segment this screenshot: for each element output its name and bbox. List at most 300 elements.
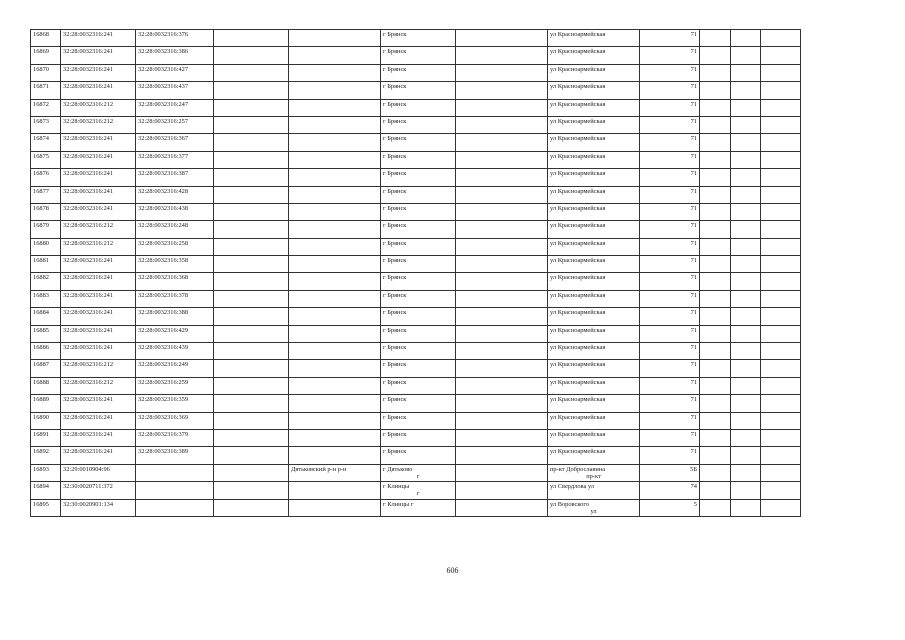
- cell-c9: [700, 256, 731, 273]
- cell-c4: [289, 99, 381, 116]
- cell-c3: [214, 343, 289, 360]
- cell-c11: [761, 273, 801, 290]
- cell-text: г Брянск: [383, 187, 407, 195]
- cell-c8: [640, 82, 700, 99]
- cell-c5: [381, 203, 456, 220]
- cell-text: г Брянск: [383, 204, 407, 212]
- cell-text: 32:30:0020901:134: [63, 500, 114, 508]
- cell-c10: [731, 273, 761, 290]
- cell-c8: [640, 116, 700, 133]
- table-row: [31, 203, 801, 220]
- cell-c7: [548, 238, 640, 255]
- cell-text: г Брянск: [383, 222, 407, 230]
- cell-c7: [548, 395, 640, 412]
- cell-text: 16880: [33, 239, 49, 247]
- cell-c5: [381, 238, 456, 255]
- cell-text: ул Красноармейская: [550, 239, 606, 247]
- cell-c9: [700, 30, 731, 47]
- cell-c9: [700, 308, 731, 325]
- cell-text: 32:28:0032316:428: [138, 187, 189, 195]
- cell-text: 16879: [33, 222, 49, 230]
- cell-c7: [548, 99, 640, 116]
- cell-c8: [640, 412, 700, 429]
- cell-text: 16869: [33, 48, 49, 56]
- cell-text: 32:28:0032316:212: [63, 222, 114, 230]
- cell-c8: [640, 221, 700, 238]
- cell-c10: [731, 134, 761, 151]
- table-row: [31, 429, 801, 446]
- cell-c5: [381, 47, 456, 64]
- table-row: [31, 116, 801, 133]
- cell-text: ул Красноармейская: [550, 448, 606, 456]
- cell-c8: [640, 482, 700, 499]
- cell-c4: [289, 238, 381, 255]
- cell-c6: [456, 169, 548, 186]
- cell-text-line2: г: [416, 472, 420, 480]
- cell-c11: [761, 395, 801, 412]
- cell-c7: [548, 134, 640, 151]
- cell-text: 71: [690, 396, 697, 404]
- cell-c11: [761, 360, 801, 377]
- cell-c7: [548, 482, 640, 499]
- cell-c2: [136, 308, 214, 325]
- table-row: [31, 186, 801, 203]
- cell-c5: [381, 290, 456, 307]
- table-row: [31, 134, 801, 151]
- cell-c6: [456, 64, 548, 81]
- cell-c7: [548, 412, 640, 429]
- cell-text: 71: [690, 135, 697, 143]
- cell-c5: [381, 221, 456, 238]
- cell-text: 16891: [33, 430, 49, 438]
- cell-c10: [731, 377, 761, 394]
- cell-text: г Брянск: [383, 396, 407, 404]
- cell-c6: [456, 82, 548, 99]
- cell-text: ул Красноармейская: [550, 83, 606, 91]
- cell-c1: [61, 447, 136, 464]
- table-row: [31, 169, 801, 186]
- cell-c11: [761, 203, 801, 220]
- cell-c3: [214, 221, 289, 238]
- table-row: [31, 30, 801, 47]
- cell-c11: [761, 169, 801, 186]
- cell-text: г Брянск: [383, 430, 407, 438]
- cell-c6: [456, 412, 548, 429]
- cell-c11: [761, 447, 801, 464]
- cell-n: [31, 221, 61, 238]
- cell-c7: [548, 360, 640, 377]
- cell-c3: [214, 256, 289, 273]
- cell-text: 32:28:0032316:429: [138, 326, 189, 334]
- cell-text: 32:28:0032316:212: [63, 100, 114, 108]
- cell-c5: [381, 429, 456, 446]
- cell-n: [31, 169, 61, 186]
- cell-text: 32:28:0032316:241: [63, 396, 114, 404]
- cell-text: 16889: [33, 396, 49, 404]
- cell-c10: [731, 290, 761, 307]
- cell-c8: [640, 238, 700, 255]
- cell-c9: [700, 395, 731, 412]
- cell-c2: [136, 256, 214, 273]
- cell-c1: [61, 482, 136, 499]
- cell-text: г Брянск: [383, 344, 407, 352]
- table-row: [31, 325, 801, 342]
- cell-text: г Брянск: [383, 448, 407, 456]
- cell-c3: [214, 82, 289, 99]
- cell-n: [31, 82, 61, 99]
- cell-text: 16870: [33, 65, 49, 73]
- cell-c10: [731, 116, 761, 133]
- cell-text: 16888: [33, 378, 49, 386]
- cell-text: 16893: [33, 465, 49, 473]
- cell-n: [31, 499, 61, 516]
- cell-c10: [731, 151, 761, 168]
- cell-c8: [640, 447, 700, 464]
- cell-c3: [214, 64, 289, 81]
- cell-c5: [381, 30, 456, 47]
- cell-text: 32:28:0032316:241: [63, 274, 114, 282]
- cell-c9: [700, 343, 731, 360]
- cell-n: [31, 325, 61, 342]
- cell-text: г Брянск: [383, 326, 407, 334]
- cell-c5: [381, 325, 456, 342]
- cell-text: ул Красноармейская: [550, 344, 606, 352]
- cell-n: [31, 395, 61, 412]
- cell-text: 32:28:0032316:359: [138, 396, 189, 404]
- cell-c7: [548, 290, 640, 307]
- cell-c10: [731, 256, 761, 273]
- cell-c8: [640, 308, 700, 325]
- cell-c4: [289, 499, 381, 516]
- cell-c1: [61, 256, 136, 273]
- cell-c6: [456, 429, 548, 446]
- cell-text: ул Свердлова ул: [550, 483, 594, 491]
- cell-text: г Брянск: [383, 361, 407, 369]
- cell-c8: [640, 464, 700, 481]
- cell-text: Дятьковский р-н р-н: [291, 465, 347, 473]
- cell-text: 32:28:0032316:241: [63, 344, 114, 352]
- cell-c8: [640, 134, 700, 151]
- cell-c3: [214, 116, 289, 133]
- cell-text: ул Красноармейская: [550, 257, 606, 265]
- cell-c9: [700, 377, 731, 394]
- cell-c2: [136, 395, 214, 412]
- cell-c9: [700, 412, 731, 429]
- cell-text: 16872: [33, 100, 49, 108]
- cell-c7: [548, 203, 640, 220]
- cell-c10: [731, 482, 761, 499]
- cell-text: 32:28:0032316:377: [138, 152, 189, 160]
- table-row: [31, 99, 801, 116]
- cell-n: [31, 482, 61, 499]
- cell-text: 32:28:0032316:241: [63, 257, 114, 265]
- cell-c3: [214, 377, 289, 394]
- cell-c8: [640, 343, 700, 360]
- cell-text: ул Красноармейская: [550, 117, 606, 125]
- cell-text: 5Б: [690, 465, 697, 473]
- cell-text: 16871: [33, 83, 49, 91]
- cell-c4: [289, 308, 381, 325]
- cell-c6: [456, 308, 548, 325]
- cell-c1: [61, 221, 136, 238]
- cell-text: 32:28:0032316:241: [63, 152, 114, 160]
- cell-text: 16881: [33, 257, 49, 265]
- cell-c1: [61, 290, 136, 307]
- cell-c8: [640, 360, 700, 377]
- cell-text: 32:30:0020711:372: [63, 483, 113, 491]
- cell-text: ул Красноармейская: [550, 291, 606, 299]
- cell-c10: [731, 360, 761, 377]
- cell-text: 32:28:0032316:389: [138, 448, 189, 456]
- cell-c8: [640, 499, 700, 516]
- cell-text: 32:28:0032316:368: [138, 274, 189, 282]
- cell-c3: [214, 360, 289, 377]
- cell-c9: [700, 499, 731, 516]
- cell-text: 32:28:0032316:358: [138, 257, 189, 265]
- cell-text: 71: [690, 31, 697, 38]
- cell-text: 5: [693, 500, 697, 508]
- cell-c4: [289, 64, 381, 81]
- cell-c6: [456, 256, 548, 273]
- cell-c2: [136, 447, 214, 464]
- cell-text: 32:28:0032316:388: [138, 309, 189, 317]
- cell-c7: [548, 186, 640, 203]
- cell-c5: [381, 82, 456, 99]
- cell-c5: [381, 64, 456, 81]
- cell-c4: [289, 186, 381, 203]
- cell-c7: [548, 116, 640, 133]
- cell-c11: [761, 238, 801, 255]
- cell-c7: [548, 82, 640, 99]
- cell-text: ул Красноармейская: [550, 413, 606, 421]
- table-row: [31, 447, 801, 464]
- cell-c2: [136, 360, 214, 377]
- cell-c1: [61, 429, 136, 446]
- cell-c10: [731, 203, 761, 220]
- cell-text: ул Красноармейская: [550, 31, 606, 38]
- cell-c10: [731, 169, 761, 186]
- cell-n: [31, 64, 61, 81]
- cell-c11: [761, 151, 801, 168]
- cell-c4: [289, 464, 381, 481]
- cell-text: 71: [690, 326, 697, 334]
- cell-c6: [456, 464, 548, 481]
- cell-c11: [761, 343, 801, 360]
- cell-c9: [700, 134, 731, 151]
- cell-text: 71: [690, 274, 697, 282]
- cell-text: 16877: [33, 187, 49, 195]
- cell-c3: [214, 186, 289, 203]
- cell-c1: [61, 169, 136, 186]
- cell-n: [31, 429, 61, 446]
- cell-text: г Брянск: [383, 31, 407, 38]
- cell-c7: [548, 256, 640, 273]
- cell-c11: [761, 64, 801, 81]
- cell-text: г Брянск: [383, 257, 407, 265]
- registry-table: [30, 29, 801, 517]
- cell-c2: [136, 343, 214, 360]
- cell-c4: [289, 47, 381, 64]
- table-row: [31, 412, 801, 429]
- cell-text: 32:28:0032316:241: [63, 204, 114, 212]
- cell-text: 71: [690, 48, 697, 56]
- cell-c1: [61, 412, 136, 429]
- cell-c10: [731, 238, 761, 255]
- cell-n: [31, 151, 61, 168]
- cell-text: 32:28:0032316:241: [63, 170, 114, 178]
- cell-text: 71: [690, 430, 697, 438]
- cell-c6: [456, 134, 548, 151]
- cell-text: 32:29:0010904:96: [63, 465, 110, 473]
- cell-c1: [61, 134, 136, 151]
- cell-c3: [214, 499, 289, 516]
- table-row: [31, 221, 801, 238]
- cell-c3: [214, 290, 289, 307]
- cell-text: 16882: [33, 274, 49, 282]
- cell-text: ул Красноармейская: [550, 48, 606, 56]
- cell-text: 71: [690, 239, 697, 247]
- cell-c9: [700, 290, 731, 307]
- cell-c6: [456, 447, 548, 464]
- cell-text: 32:28:0032316:212: [63, 117, 114, 125]
- cell-text: г Брянск: [383, 152, 407, 160]
- table-row: [31, 360, 801, 377]
- cell-c8: [640, 395, 700, 412]
- cell-text: 71: [690, 187, 697, 195]
- cell-c5: [381, 447, 456, 464]
- cell-c1: [61, 30, 136, 47]
- cell-c2: [136, 82, 214, 99]
- cell-text: 16875: [33, 152, 49, 160]
- cell-c5: [381, 499, 456, 516]
- cell-c6: [456, 116, 548, 133]
- cell-text: г Брянск: [383, 291, 407, 299]
- cell-text: г Клинцы г: [383, 500, 414, 508]
- cell-c2: [136, 221, 214, 238]
- cell-c8: [640, 273, 700, 290]
- cell-text: г Брянск: [383, 274, 407, 282]
- cell-c3: [214, 447, 289, 464]
- table-row: [31, 499, 801, 516]
- cell-c5: [381, 464, 456, 481]
- cell-c2: [136, 169, 214, 186]
- cell-text: ул Красноармейская: [550, 222, 606, 230]
- cell-text: 16887: [33, 361, 49, 369]
- cell-c2: [136, 47, 214, 64]
- cell-c6: [456, 30, 548, 47]
- cell-n: [31, 273, 61, 290]
- cell-c6: [456, 290, 548, 307]
- cell-c10: [731, 464, 761, 481]
- cell-c7: [548, 308, 640, 325]
- cell-text: г Брянск: [383, 83, 407, 91]
- cell-text: ул Красноармейская: [550, 204, 606, 212]
- cell-c11: [761, 464, 801, 481]
- cell-text: 32:28:0032316:241: [63, 291, 114, 299]
- cell-c2: [136, 325, 214, 342]
- cell-c8: [640, 325, 700, 342]
- cell-n: [31, 134, 61, 151]
- cell-text: 32:28:0032316:427: [138, 65, 189, 73]
- cell-c9: [700, 169, 731, 186]
- cell-c7: [548, 429, 640, 446]
- cell-n: [31, 238, 61, 255]
- cell-c6: [456, 99, 548, 116]
- cell-c6: [456, 499, 548, 516]
- cell-text: ул Воровского: [550, 500, 589, 508]
- cell-text: 71: [690, 204, 697, 212]
- cell-c7: [548, 325, 640, 342]
- cell-c2: [136, 377, 214, 394]
- cell-n: [31, 47, 61, 64]
- cell-c2: [136, 186, 214, 203]
- cell-text: 71: [690, 170, 697, 178]
- cell-c1: [61, 116, 136, 133]
- cell-n: [31, 343, 61, 360]
- cell-c5: [381, 343, 456, 360]
- cell-c3: [214, 30, 289, 47]
- cell-c5: [381, 134, 456, 151]
- cell-text: 16873: [33, 117, 49, 125]
- cell-text: ул Красноармейская: [550, 274, 606, 282]
- cell-c5: [381, 412, 456, 429]
- cell-c7: [548, 169, 640, 186]
- cell-c9: [700, 47, 731, 64]
- cell-text: 71: [690, 222, 697, 230]
- cell-c3: [214, 273, 289, 290]
- cell-c10: [731, 429, 761, 446]
- cell-c5: [381, 151, 456, 168]
- cell-text: 71: [690, 361, 697, 369]
- cell-c7: [548, 221, 640, 238]
- cell-text: 32:28:0032316:378: [138, 291, 189, 299]
- table-row: [31, 343, 801, 360]
- cell-c11: [761, 221, 801, 238]
- cell-text: 71: [690, 378, 697, 386]
- cell-c11: [761, 499, 801, 516]
- table-row: [31, 395, 801, 412]
- page-number: 606: [446, 566, 459, 575]
- cell-c4: [289, 290, 381, 307]
- cell-n: [31, 99, 61, 116]
- cell-text: 32:28:0032316:241: [63, 135, 114, 143]
- cell-text: ул Красноармейская: [550, 152, 606, 160]
- cell-c1: [61, 273, 136, 290]
- cell-c8: [640, 429, 700, 446]
- cell-c11: [761, 412, 801, 429]
- cell-c6: [456, 273, 548, 290]
- cell-c11: [761, 82, 801, 99]
- cell-c3: [214, 412, 289, 429]
- cell-text: 16892: [33, 448, 49, 456]
- cell-text: 16876: [33, 170, 49, 178]
- cell-c7: [548, 343, 640, 360]
- cell-n: [31, 30, 61, 47]
- cell-c2: [136, 464, 214, 481]
- cell-text: 71: [690, 100, 697, 108]
- cell-n: [31, 464, 61, 481]
- cell-c9: [700, 447, 731, 464]
- table-row: [31, 377, 801, 394]
- cell-text: 16885: [33, 326, 49, 334]
- cell-c6: [456, 221, 548, 238]
- cell-c4: [289, 395, 381, 412]
- cell-text-line2: пр-кт: [586, 472, 601, 480]
- cell-text: 16890: [33, 413, 49, 421]
- cell-text: 16878: [33, 204, 49, 212]
- cell-text: 32:28:0032316:379: [138, 430, 189, 438]
- cell-c7: [548, 377, 640, 394]
